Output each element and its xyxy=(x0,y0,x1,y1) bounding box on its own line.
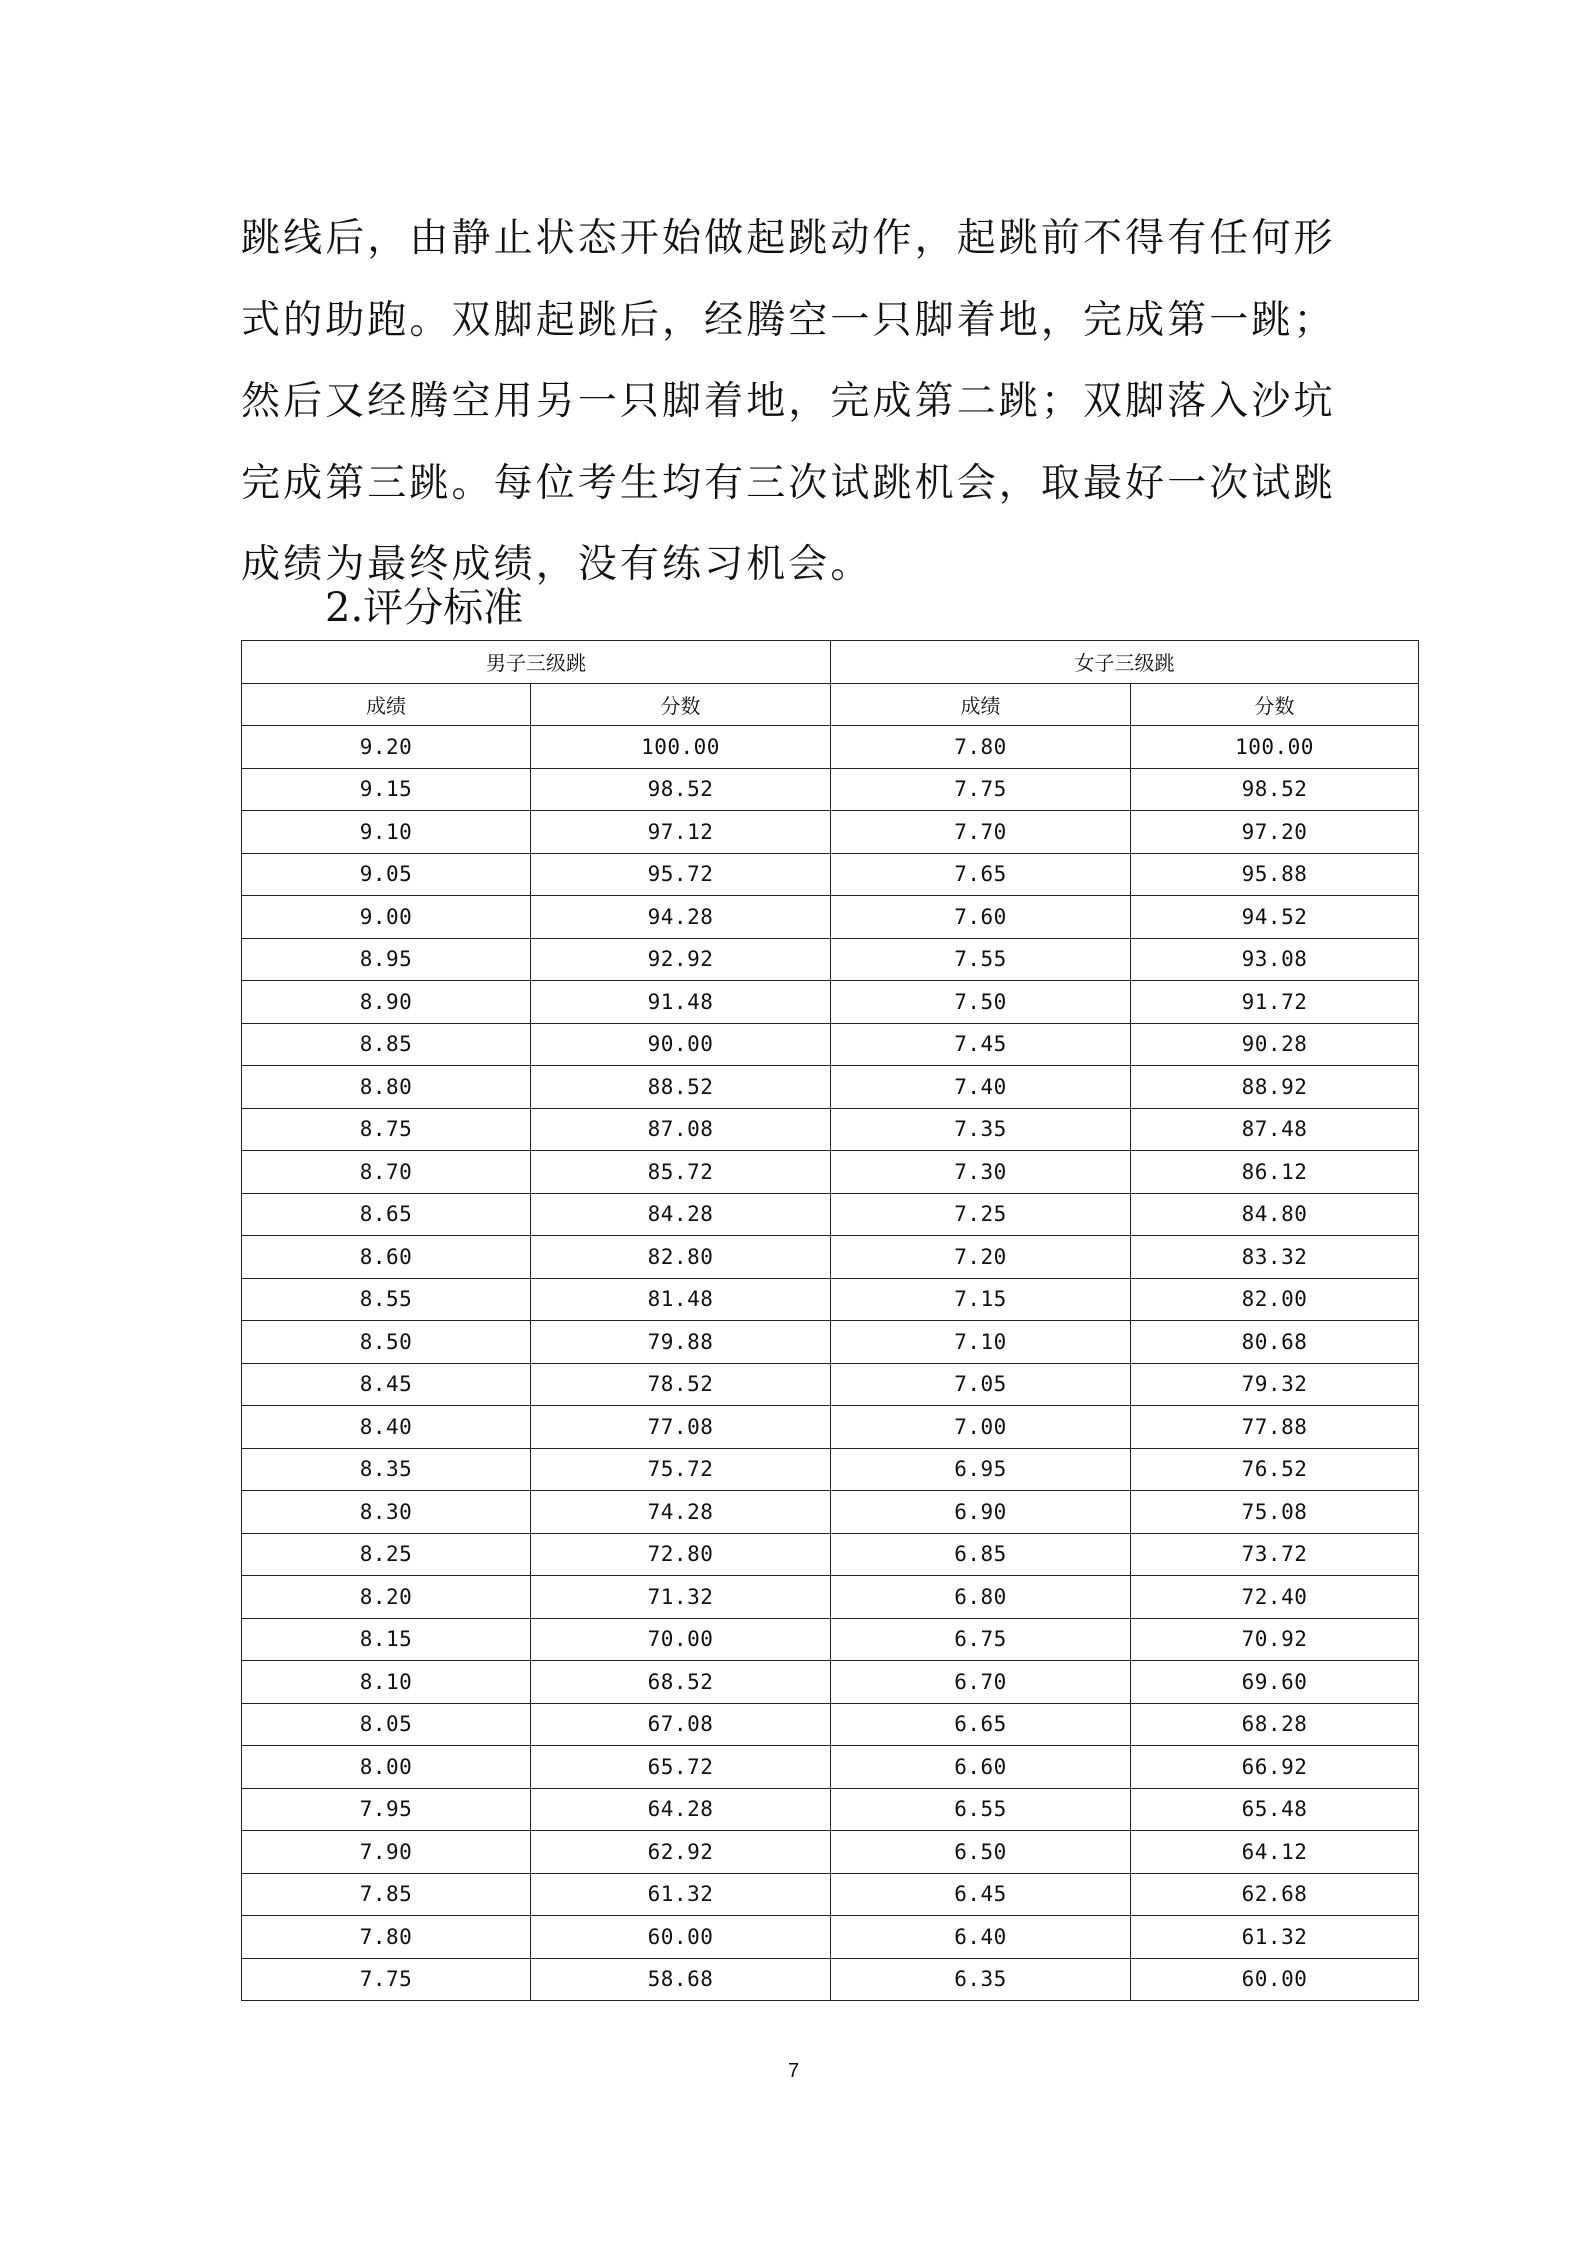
table-row xyxy=(242,896,1419,939)
female-score-cell: 100.00 xyxy=(1131,726,1419,769)
table-row xyxy=(242,1873,1419,1916)
male-score-cell: 72.80 xyxy=(531,1533,831,1576)
female-group-header: 女子三级跳 xyxy=(831,641,1419,684)
male-score-cell: 74.28 xyxy=(531,1491,831,1534)
male-score-cell: 98.52 xyxy=(531,768,831,811)
male-result-cell: 7.90 xyxy=(242,1831,531,1874)
female-score-cell: 83.32 xyxy=(1131,1236,1419,1279)
table-row xyxy=(242,1746,1419,1789)
table-column-header-row xyxy=(242,683,1419,726)
female-score-cell: 61.32 xyxy=(1131,1916,1419,1959)
table-row xyxy=(242,1193,1419,1236)
male-result-cell: 8.45 xyxy=(242,1363,531,1406)
male-score-cell: 70.00 xyxy=(531,1618,831,1661)
female-score-cell: 69.60 xyxy=(1131,1661,1419,1704)
table-row xyxy=(242,1831,1419,1874)
male-score-cell: 95.72 xyxy=(531,853,831,896)
female-result-cell: 7.50 xyxy=(831,981,1131,1024)
paragraph-line: 式的助跑。双脚起跳后，经腾空一只脚着地，完成第一跳； xyxy=(241,297,1336,343)
male-score-cell: 84.28 xyxy=(531,1193,831,1236)
male-score-cell: 90.00 xyxy=(531,1023,831,1066)
male-score-cell: 91.48 xyxy=(531,981,831,1024)
male-score-cell: 85.72 xyxy=(531,1151,831,1194)
page-number: 7 xyxy=(787,2060,800,2082)
male-score-cell: 67.08 xyxy=(531,1703,831,1746)
male-result-cell: 8.00 xyxy=(242,1746,531,1789)
paragraph-line: 成绩为最终成绩，没有练习机会。 xyxy=(241,542,873,587)
male-group-header: 男子三级跳 xyxy=(242,641,831,684)
table-body xyxy=(242,726,1419,2001)
female-result-cell: 7.00 xyxy=(831,1406,1131,1449)
female-result-cell: 7.20 xyxy=(831,1236,1131,1279)
male-result-header: 成绩 xyxy=(242,683,531,726)
table-row xyxy=(242,726,1419,769)
male-score-cell: 68.52 xyxy=(531,1661,831,1704)
male-score-header: 分数 xyxy=(531,683,831,726)
female-result-cell: 7.45 xyxy=(831,1023,1131,1066)
body-paragraph xyxy=(241,198,1351,606)
table-row xyxy=(242,1618,1419,1661)
female-result-cell: 7.55 xyxy=(831,938,1131,981)
female-score-cell: 64.12 xyxy=(1131,1831,1419,1874)
male-score-cell: 77.08 xyxy=(531,1406,831,1449)
male-score-cell: 87.08 xyxy=(531,1108,831,1151)
female-result-cell: 7.80 xyxy=(831,726,1131,769)
male-result-cell: 8.70 xyxy=(242,1151,531,1194)
female-result-cell: 6.40 xyxy=(831,1916,1131,1959)
male-result-cell: 8.35 xyxy=(242,1448,531,1491)
table-row xyxy=(242,1576,1419,1619)
female-score-cell: 80.68 xyxy=(1131,1321,1419,1364)
female-result-cell: 6.70 xyxy=(831,1661,1131,1704)
table-row xyxy=(242,1788,1419,1831)
female-result-cell: 6.55 xyxy=(831,1788,1131,1831)
table-row xyxy=(242,1151,1419,1194)
female-score-cell: 93.08 xyxy=(1131,938,1419,981)
female-score-cell: 97.20 xyxy=(1131,811,1419,854)
male-result-cell: 8.20 xyxy=(242,1576,531,1619)
male-result-cell: 8.75 xyxy=(242,1108,531,1151)
female-score-cell: 98.52 xyxy=(1131,768,1419,811)
female-score-cell: 87.48 xyxy=(1131,1108,1419,1151)
male-result-cell: 8.60 xyxy=(242,1236,531,1279)
male-score-cell: 60.00 xyxy=(531,1916,831,1959)
female-result-cell: 7.40 xyxy=(831,1066,1131,1109)
female-score-cell: 66.92 xyxy=(1131,1746,1419,1789)
male-score-cell: 79.88 xyxy=(531,1321,831,1364)
female-score-cell: 91.72 xyxy=(1131,981,1419,1024)
table-group-header-row xyxy=(242,641,1419,684)
female-score-cell: 73.72 xyxy=(1131,1533,1419,1576)
male-result-cell: 7.85 xyxy=(242,1873,531,1916)
male-score-cell: 88.52 xyxy=(531,1066,831,1109)
female-score-cell: 94.52 xyxy=(1131,896,1419,939)
table-row xyxy=(242,1661,1419,1704)
female-result-cell: 7.25 xyxy=(831,1193,1131,1236)
female-score-cell: 72.40 xyxy=(1131,1576,1419,1619)
male-score-cell: 78.52 xyxy=(531,1363,831,1406)
female-score-cell: 95.88 xyxy=(1131,853,1419,896)
table-row xyxy=(242,811,1419,854)
female-result-cell: 6.65 xyxy=(831,1703,1131,1746)
female-score-cell: 88.92 xyxy=(1131,1066,1419,1109)
table-row xyxy=(242,1108,1419,1151)
female-score-cell: 77.88 xyxy=(1131,1406,1419,1449)
female-result-cell: 7.30 xyxy=(831,1151,1131,1194)
male-result-cell: 8.40 xyxy=(242,1406,531,1449)
table-row xyxy=(242,1703,1419,1746)
table-row xyxy=(242,1363,1419,1406)
female-result-cell: 6.80 xyxy=(831,1576,1131,1619)
female-result-cell: 7.15 xyxy=(831,1278,1131,1321)
female-score-header: 分数 xyxy=(1131,683,1419,726)
male-score-cell: 71.32 xyxy=(531,1576,831,1619)
female-result-cell: 7.75 xyxy=(831,768,1131,811)
male-score-cell: 62.92 xyxy=(531,1831,831,1874)
female-result-cell: 6.95 xyxy=(831,1448,1131,1491)
male-result-cell: 9.15 xyxy=(242,768,531,811)
scoring-table xyxy=(241,640,1419,2001)
paragraph-line: 完成第三跳。每位考生均有三次试跳机会，取最好一次试跳 xyxy=(241,460,1336,506)
male-result-cell: 9.10 xyxy=(242,811,531,854)
male-score-cell: 81.48 xyxy=(531,1278,831,1321)
female-score-cell: 84.80 xyxy=(1131,1193,1419,1236)
female-result-cell: 7.35 xyxy=(831,1108,1131,1151)
male-result-cell: 7.75 xyxy=(242,1958,531,2001)
male-result-cell: 8.25 xyxy=(242,1533,531,1576)
male-score-cell: 94.28 xyxy=(531,896,831,939)
male-score-cell: 92.92 xyxy=(531,938,831,981)
male-result-cell: 9.20 xyxy=(242,726,531,769)
female-score-cell: 82.00 xyxy=(1131,1278,1419,1321)
table-row xyxy=(242,1958,1419,2001)
table-row xyxy=(242,1448,1419,1491)
female-result-cell: 6.90 xyxy=(831,1491,1131,1534)
female-result-cell: 6.60 xyxy=(831,1746,1131,1789)
female-result-cell: 7.05 xyxy=(831,1363,1131,1406)
male-result-cell: 8.55 xyxy=(242,1278,531,1321)
table-row xyxy=(242,1406,1419,1449)
table-row xyxy=(242,1491,1419,1534)
female-result-cell: 6.50 xyxy=(831,1831,1131,1874)
female-score-cell: 60.00 xyxy=(1131,1958,1419,2001)
female-score-cell: 70.92 xyxy=(1131,1618,1419,1661)
male-result-cell: 8.10 xyxy=(242,1661,531,1704)
section-heading: 2.评分标准 xyxy=(325,585,524,631)
male-result-cell: 8.95 xyxy=(242,938,531,981)
female-score-cell: 62.68 xyxy=(1131,1873,1419,1916)
male-result-cell: 8.30 xyxy=(242,1491,531,1534)
table-row xyxy=(242,768,1419,811)
table-row xyxy=(242,1236,1419,1279)
female-result-cell: 7.65 xyxy=(831,853,1131,896)
male-score-cell: 75.72 xyxy=(531,1448,831,1491)
female-result-cell: 6.85 xyxy=(831,1533,1131,1576)
male-result-cell: 8.80 xyxy=(242,1066,531,1109)
table-row xyxy=(242,938,1419,981)
male-score-cell: 97.12 xyxy=(531,811,831,854)
female-result-cell: 7.60 xyxy=(831,896,1131,939)
male-result-cell: 7.95 xyxy=(242,1788,531,1831)
female-score-cell: 75.08 xyxy=(1131,1491,1419,1534)
male-result-cell: 8.85 xyxy=(242,1023,531,1066)
male-score-cell: 58.68 xyxy=(531,1958,831,2001)
table-row xyxy=(242,1023,1419,1066)
male-score-cell: 82.80 xyxy=(531,1236,831,1279)
female-score-cell: 79.32 xyxy=(1131,1363,1419,1406)
male-result-cell: 9.00 xyxy=(242,896,531,939)
table-row xyxy=(242,1066,1419,1109)
female-score-cell: 65.48 xyxy=(1131,1788,1419,1831)
male-result-cell: 8.65 xyxy=(242,1193,531,1236)
table-row xyxy=(242,981,1419,1024)
male-result-cell: 8.90 xyxy=(242,981,531,1024)
table-row xyxy=(242,1278,1419,1321)
female-result-cell: 6.45 xyxy=(831,1873,1131,1916)
female-result-cell: 6.75 xyxy=(831,1618,1131,1661)
male-score-cell: 65.72 xyxy=(531,1746,831,1789)
male-score-cell: 100.00 xyxy=(531,726,831,769)
paragraph-line: 然后又经腾空用另一只脚着地，完成第二跳；双脚落入沙坑 xyxy=(241,379,1336,424)
female-score-cell: 68.28 xyxy=(1131,1703,1419,1746)
female-score-cell: 90.28 xyxy=(1131,1023,1419,1066)
table-row xyxy=(242,853,1419,896)
table-row xyxy=(242,1321,1419,1364)
male-score-cell: 64.28 xyxy=(531,1788,831,1831)
female-result-cell: 7.10 xyxy=(831,1321,1131,1364)
female-result-cell: 7.70 xyxy=(831,811,1131,854)
male-result-cell: 8.50 xyxy=(242,1321,531,1364)
female-result-header: 成绩 xyxy=(831,683,1131,726)
female-result-cell: 6.35 xyxy=(831,1958,1131,2001)
female-score-cell: 76.52 xyxy=(1131,1448,1419,1491)
female-score-cell: 86.12 xyxy=(1131,1151,1419,1194)
table-row xyxy=(242,1533,1419,1576)
male-result-cell: 7.80 xyxy=(242,1916,531,1959)
male-score-cell: 61.32 xyxy=(531,1873,831,1916)
male-result-cell: 9.05 xyxy=(242,853,531,896)
male-result-cell: 8.15 xyxy=(242,1618,531,1661)
male-result-cell: 8.05 xyxy=(242,1703,531,1746)
paragraph-line: 跳线后，由静止状态开始做起跳动作，起跳前不得有任何形 xyxy=(241,216,1336,261)
table-row xyxy=(242,1916,1419,1959)
